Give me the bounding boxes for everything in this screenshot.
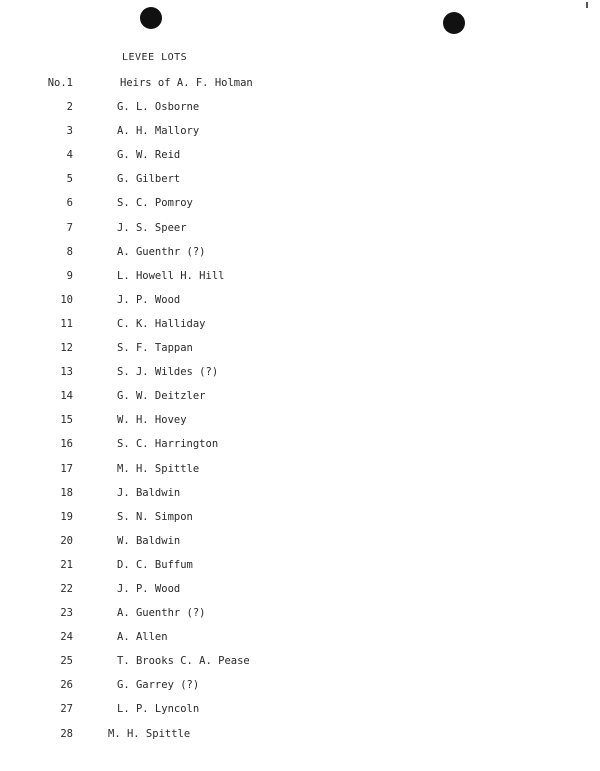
lot-owner-name: G. L. Osborne	[117, 101, 200, 114]
lot-number: 3	[66, 125, 73, 138]
lot-number: 18	[60, 486, 73, 499]
lot-number: 26	[60, 679, 73, 692]
lot-owner-name: A. Allen	[117, 631, 168, 644]
lot-owner-name: D. C. Buffum	[117, 558, 193, 571]
lot-number: 24	[60, 631, 73, 644]
lot-number: 6	[66, 197, 73, 210]
lot-row	[0, 654, 600, 678]
lot-number: 17	[60, 462, 73, 475]
lot-row	[0, 437, 600, 461]
lot-row	[0, 245, 600, 269]
lot-owner-name: G. W. Deitzler	[117, 390, 206, 403]
lot-number: 10	[60, 293, 73, 306]
lot-owner-name: Heirs of A. F. Holman	[120, 77, 253, 89]
lot-owner-name: G. Garrey (?)	[117, 679, 200, 692]
lot-owner-name: M. H. Spittle	[117, 462, 200, 475]
lot-number: 9	[66, 269, 73, 282]
lot-owner-name: G. W. Reid	[117, 149, 181, 162]
lot-owner-name: W. H. Hovey	[117, 414, 187, 427]
lot-row	[0, 293, 600, 317]
lot-owner-name: A. Guenthr (?)	[117, 607, 206, 620]
lot-number: 27	[60, 703, 73, 716]
lot-owner-name: S. F. Tappan	[117, 342, 193, 355]
lot-row	[0, 582, 600, 606]
lot-number: 8	[66, 245, 73, 258]
lot-number: 2	[66, 101, 73, 114]
lot-number: 20	[60, 534, 73, 547]
lot-number: 7	[66, 221, 73, 234]
lot-owner-name: G. Gilbert	[117, 173, 181, 186]
lot-owner-name: S. C. Harrington	[117, 438, 219, 451]
lot-row	[0, 678, 600, 702]
lot-number: 5	[66, 173, 73, 186]
lot-number: 14	[60, 390, 73, 403]
lot-number: 16	[60, 438, 73, 451]
lot-row	[0, 221, 600, 245]
lot-row	[0, 606, 600, 630]
lot-row	[0, 317, 600, 341]
lot-row	[0, 100, 600, 124]
lot-row	[0, 76, 600, 100]
lot-owner-name: J. S. Speer	[117, 221, 187, 234]
lot-row	[0, 196, 600, 220]
lot-number: 21	[60, 558, 73, 571]
lot-row	[0, 702, 600, 726]
lot-number: 19	[60, 510, 73, 523]
lot-owner-name: A. H. Mallory	[117, 125, 200, 138]
lot-owner-name: M. H. Spittle	[108, 727, 191, 740]
lot-row	[0, 269, 600, 293]
punch-hole-left	[140, 7, 162, 29]
lot-number: 28	[60, 727, 73, 740]
lot-owner-name: T. Brooks C. A. Pease	[117, 655, 250, 668]
lot-row	[0, 413, 600, 437]
lot-row	[0, 341, 600, 365]
page-title: LEVEE LOTS	[122, 52, 188, 63]
lot-owner-name: A. Guenthr (?)	[117, 245, 206, 258]
lot-number: 23	[60, 607, 73, 620]
lot-owner-name: J. P. Wood	[117, 293, 181, 306]
lot-row	[0, 389, 600, 413]
lot-row	[0, 630, 600, 654]
lot-owner-name: S. N. Simpon	[117, 510, 193, 523]
edge-mark	[586, 2, 588, 8]
lot-number: 25	[60, 655, 73, 668]
lot-row	[0, 727, 600, 751]
lot-number: 4	[66, 149, 73, 162]
lot-row	[0, 124, 600, 148]
lot-number: No.1	[47, 77, 73, 89]
lot-row	[0, 365, 600, 389]
lot-owner-name: J. P. Wood	[117, 582, 181, 595]
lot-owner-name: S. J. Wildes (?)	[117, 366, 219, 379]
lot-row	[0, 510, 600, 534]
lot-number: 11	[60, 317, 73, 330]
lot-row	[0, 558, 600, 582]
lot-row	[0, 148, 600, 172]
lot-owner-name: C. K. Halliday	[117, 317, 206, 330]
lot-row	[0, 534, 600, 558]
punch-hole-right	[443, 12, 465, 34]
lot-owner-name: L. Howell H. Hill	[117, 269, 225, 282]
lot-row	[0, 486, 600, 510]
lot-number: 22	[60, 582, 73, 595]
lot-owner-name: L. P. Lyncoln	[117, 703, 200, 716]
lot-owner-name: S. C. Pomroy	[117, 197, 193, 210]
lot-owner-name: J. Baldwin	[117, 486, 181, 499]
lot-number: 13	[60, 366, 73, 379]
lot-owner-name: W. Baldwin	[117, 534, 181, 547]
lot-number: 15	[60, 414, 73, 427]
lot-number: 12	[60, 342, 73, 355]
lot-row	[0, 172, 600, 196]
lot-list	[0, 76, 600, 751]
lot-row	[0, 462, 600, 486]
